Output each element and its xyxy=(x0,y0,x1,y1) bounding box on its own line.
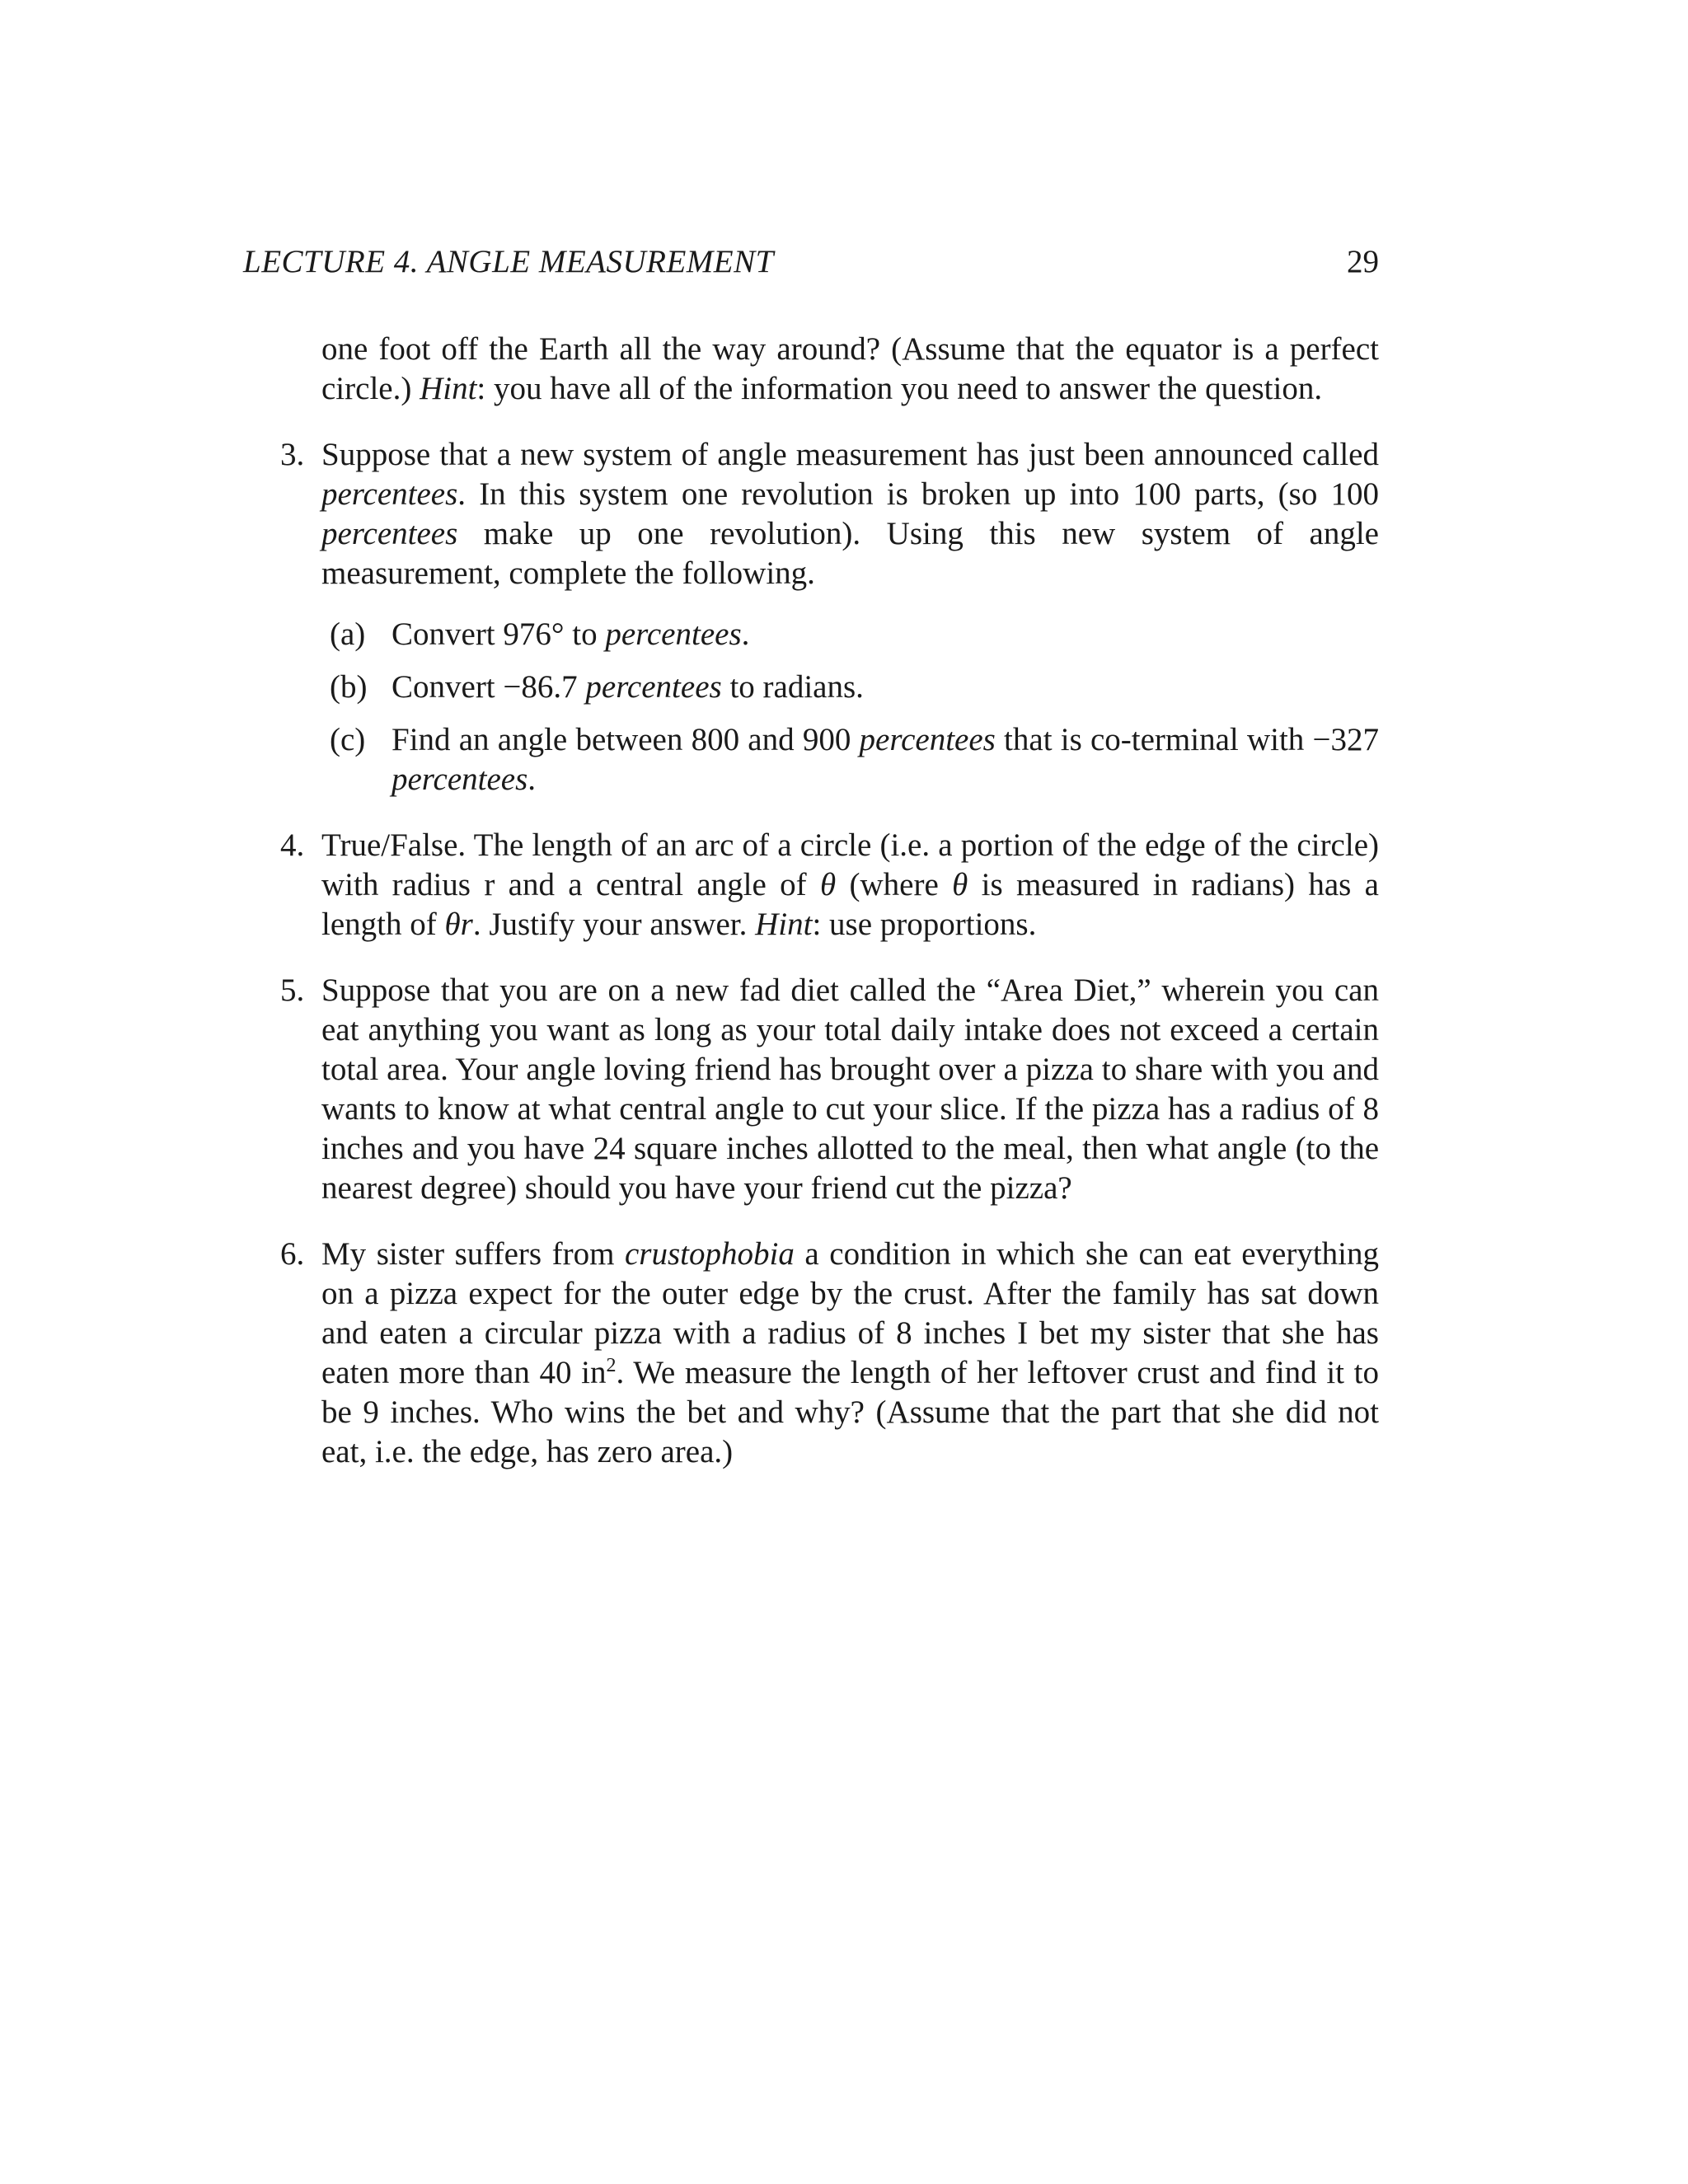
subproblem-b xyxy=(321,668,1379,707)
term-italic: percentees xyxy=(321,516,458,551)
text-span: . In this system one revolution is broken up into 100 parts, (so 100 xyxy=(457,476,1379,512)
problem-text: Suppose that you are on a new fad diet called the “Area Diet,” wherein you can eat anything you want as long as your total daily intake does not exceed a certain total area. Your angle loving friend has brought over a pizza to share with you and wants to know at what central angle to cut your slice. If the pizza has a radius of 8 inches and you have 24 square inches allotted to the meal, then what angle (to the nearest degree) should you have your friend cut the pizza? xyxy=(321,972,1379,1206)
subproblem-c xyxy=(321,720,1379,799)
superscript: 2 xyxy=(606,1355,617,1376)
text-span: that is co-terminal with −327 xyxy=(995,722,1379,757)
text-span: . xyxy=(528,762,537,797)
text-span: make up one revolution). Using this new system of angle measurement, complete the following. xyxy=(321,516,1379,591)
text-span: Suppose that a new system of angle measurement has just been announced called xyxy=(321,437,1379,472)
problem-number: 6. xyxy=(280,1236,305,1272)
term-italic: percentees xyxy=(585,669,722,705)
problem-number: 4. xyxy=(280,827,305,863)
problem-number: 3. xyxy=(280,437,305,472)
page-number: 29 xyxy=(1347,244,1379,279)
problem-number: 5. xyxy=(280,972,305,1008)
problem-2-continuation xyxy=(321,330,1379,409)
theta-r-expression: θr xyxy=(444,907,473,942)
page-body xyxy=(243,330,1379,1498)
subproblem-label: (c) xyxy=(330,722,366,757)
problem-5 xyxy=(243,971,1379,1208)
theta-symbol: θ xyxy=(820,867,837,902)
term-italic: percentees xyxy=(392,762,528,797)
text-span: one foot off the Earth all the way around? (Assume that the equator is a perfect circle.) xyxy=(321,331,1379,406)
hint-label: Hint xyxy=(755,907,813,942)
text-span: : use proportions. xyxy=(812,907,1037,942)
text-span: (where xyxy=(836,867,953,902)
running-header xyxy=(243,242,1379,282)
text-span: to radians. xyxy=(721,669,864,705)
subproblem-label: (b) xyxy=(330,669,368,705)
text-span: Convert −86.7 xyxy=(392,669,586,705)
term-italic: percentees xyxy=(605,616,742,652)
chapter-title: LECTURE 4. ANGLE MEASUREMENT xyxy=(243,244,774,279)
subproblem-label: (a) xyxy=(330,616,366,652)
text-span: True/False. The length of an arc of a circle (i.e. a portion of the edge of the circle) with radius r and a central angle of xyxy=(321,827,1379,902)
hint-label: Hint xyxy=(420,371,477,406)
text-span: . We measure the length of her leftover crust and find it to be 9 inches. Who wins the bet and why? (Assume that the part that she did not eat, i.e. the edge, has zero area.) xyxy=(321,1355,1379,1469)
text-span: is measured in radians) has a length of xyxy=(321,867,1379,942)
theta-symbol: θ xyxy=(952,867,968,902)
text-span: Find an angle between 800 and 900 xyxy=(392,722,860,757)
text-span: : you have all of the information you need to answer the question. xyxy=(476,371,1323,406)
term-italic: percentees xyxy=(321,476,458,512)
text-span: a condition in which she can eat everything on a pizza expect for the outer edge by the crust. After the family has sat down and eaten a circular pizza with a radius of 8 inches I bet my sister that she has eaten more than 40 in xyxy=(321,1236,1379,1390)
problem-4 xyxy=(243,826,1379,944)
problem-6 xyxy=(243,1235,1379,1472)
text-span: Convert 976° to xyxy=(392,616,606,652)
subproblem-list xyxy=(321,615,1379,799)
problem-text xyxy=(321,435,1379,593)
text-span: . Justify your answer. xyxy=(472,907,756,942)
problem-3 xyxy=(243,435,1379,799)
text-span: . xyxy=(741,616,750,652)
subproblem-a xyxy=(321,615,1379,654)
text-span: My sister suffers from xyxy=(321,1236,625,1272)
term-italic: percentees xyxy=(859,722,996,757)
term-italic: crustophobia xyxy=(625,1236,795,1272)
